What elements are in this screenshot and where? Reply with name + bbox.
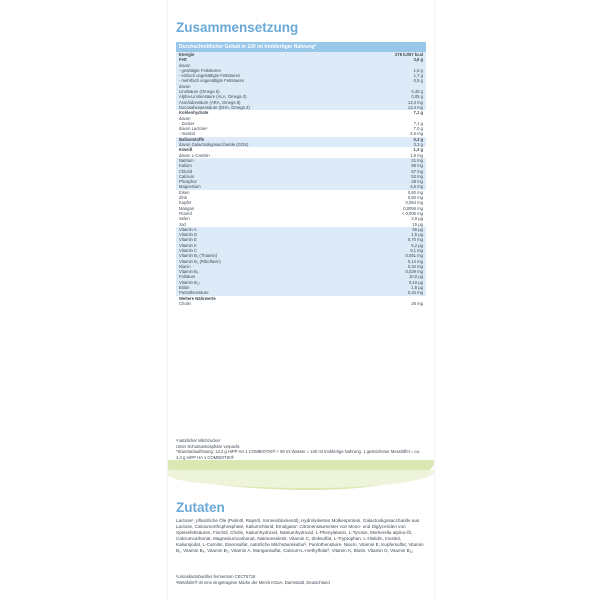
nutrient-name: Vitamin D [179, 232, 198, 238]
nutrient-name: Vitamin A [179, 226, 197, 232]
nutrition-table-header: Durchschnittlicher Gehalt in 100 ml trinkfertiger Nahrung* [176, 42, 426, 52]
nutrient-value: 15 µg [412, 221, 423, 227]
nutrient-name: Alpha-Linolensäure (ALA, Omega 3) [179, 94, 247, 100]
nutrient-name: Calcium [179, 173, 195, 179]
nutrient-value: 7,1 g [413, 120, 423, 126]
nutrient-name: Vitamin B₁₂ [179, 279, 200, 285]
nutrient-name: - einfach ungesättigte Fettsäuren [179, 73, 241, 79]
nutrient-name: - Zucker [179, 120, 195, 126]
nutrient-name: Weitere Nährwerte [179, 295, 216, 301]
nutrient-name: Kupfer [179, 200, 192, 206]
nutrition-row [176, 301, 426, 306]
nutrient-name: Chlorid [179, 168, 193, 174]
nutrient-name: Kohlenhydrate [179, 110, 209, 116]
nutrient-value: 0,3 g [413, 142, 423, 148]
nutrient-name: Folsäure [179, 274, 196, 280]
nutrient-value: 0,34 mg [407, 290, 423, 296]
nutrient-value: 5,2 µg [411, 242, 423, 248]
nutrient-name: Eiweiß [179, 147, 193, 153]
nutrient-name: Kalium [179, 163, 192, 169]
nutrient-value: 3,9 µg [411, 216, 423, 222]
nutrient-name: Vitamin B₁ (Thiamin) [179, 253, 218, 259]
nutrient-value: 85 mg [411, 163, 423, 169]
nutrient-name: Vitamin K [179, 242, 197, 248]
nutrient-name: Selen [179, 216, 190, 222]
nutrient-value: 1,3 g [413, 147, 423, 153]
nutrient-value: 0,051 mg [405, 253, 423, 259]
nutrient-name: Fett [179, 57, 187, 63]
nutrient-value: 1,7 g [413, 73, 423, 79]
nutrient-name: Vitamin B₂ (Riboflavin) [179, 258, 221, 264]
nutrient-value: 7,1 g [413, 110, 423, 116]
nutrient-name: Vitamin B₆ [179, 269, 199, 275]
nutrition-table-body [176, 52, 426, 306]
nutrient-name: davon Lactose¹ [179, 126, 208, 132]
nutrient-name: - gesättigte Fettsäuren [179, 67, 221, 73]
nutrient-name: Mangan [179, 205, 195, 211]
nutrient-value: < 0,005 mg [401, 210, 423, 216]
nutrient-value: 1,5 µg [411, 285, 423, 291]
nutrient-name: Fluorid [179, 210, 192, 216]
note-packaging: Unter Schutzatmosphäre verpackt. [176, 443, 241, 449]
nutrient-name: Energie [179, 52, 195, 57]
nutrient-value: 0,3 g [413, 136, 423, 142]
nutrient-name: Cholin [179, 300, 191, 306]
nutrient-name: davon [179, 62, 191, 68]
decorative-light-green-wave [168, 470, 434, 488]
nutrient-name: davon [179, 83, 191, 89]
nutrient-name: davon Galactooligosaccharide (GOS) [179, 142, 249, 148]
section-title-zutaten: Zutaten [176, 500, 225, 515]
nutrient-value: 13,4 mg [407, 99, 423, 105]
nutrient-value: 0,05 g [411, 94, 423, 100]
nutrition-table [176, 42, 426, 306]
nutrient-value: 0,0056 mg [403, 205, 423, 211]
nutrient-value: 0,70 mg [407, 237, 423, 243]
nutrient-value: 1,5 g [413, 67, 423, 73]
nutrient-name: Magnesium [179, 184, 201, 190]
nutrient-value: 57 mg [411, 168, 423, 174]
nutrient-name: Ballaststoffe [179, 136, 205, 142]
nutrient-value: 13,4 mg [407, 104, 423, 110]
nutrient-value: 0,054 mg [405, 200, 423, 206]
nutrient-name: Jod [179, 221, 186, 227]
nutrient-name: Vitamin E [179, 237, 197, 243]
nutrient-name: Eisen [179, 189, 190, 195]
nutrient-value: 0,34 mg [407, 263, 423, 269]
table-notes [176, 438, 426, 460]
nutrient-value: 55 µg [412, 226, 423, 232]
nutrient-name: davon [179, 115, 191, 121]
nutrient-value: 3,6 g [413, 57, 423, 63]
section-title-zusammensetzung: Zusammensetzung [176, 20, 299, 35]
nutrient-name: Zink [179, 195, 187, 201]
nutrient-value: 4,6 mg [410, 184, 423, 190]
nutrient-value: 28 mg [411, 179, 423, 185]
nutrient-value: 26 mg [411, 300, 423, 306]
nutrient-value: 10,0 µg [408, 274, 423, 280]
nutrient-value: 21 mg [411, 157, 423, 163]
nutrient-value: 0,029 mg [405, 269, 423, 275]
nutrient-name: Phosphor [179, 179, 197, 185]
footnote-trademark: ³Metafolin® ist eine eingetragene Marke der Merck KGaA, Darmstadt, Deutschland [176, 579, 330, 585]
nutrient-value: 0,60 mg [407, 189, 423, 195]
nutrient-value: 0,10 µg [408, 279, 423, 285]
nutrient-name: Niacin [179, 263, 191, 269]
nutrient-name: Linolsäure (Omega 6) [179, 89, 220, 95]
nutrient-name: Arachidonsäure (ARA, Omega 6) [179, 99, 241, 105]
nutrient-name: davon L-Carnitin [179, 152, 210, 158]
nutrient-name: Vitamin C [179, 247, 198, 253]
nutrient-value: 0,14 mg [407, 258, 423, 264]
nutrient-name: - mehrfach ungesättigte Fettsäuren [179, 78, 245, 84]
nutrient-value: 52 mg [411, 173, 423, 179]
nutrient-value: 7,0 g [413, 126, 423, 132]
nutrient-name: Pantothensäure [179, 290, 209, 296]
nutrient-value: 0,60 mg [407, 195, 423, 201]
note-standard-solution: *Standardauflösung: 13,2 g HiPP HA 1 COMBIOTIK® + 90 ml Wasser = 100 ml trinkfertige Nahrung. 1 gestrichener Messlöffel = ca. 4,4 g HiPP HA 1 COMBIOTIK® [176, 449, 426, 460]
note-milk-sugar: ¹natürlicher Milchzucker [176, 438, 221, 443]
nutrient-name: Docosahexaensäure (DHA, Omega 3) [179, 104, 250, 110]
ingredient-footnotes [176, 574, 426, 585]
nutrient-name: - Inositol [179, 131, 195, 137]
nutrient-value: 4,5 mg [410, 131, 423, 137]
nutrient-value: 9,1 mg [410, 247, 423, 253]
nutrient-value: 1,5 µg [411, 232, 423, 238]
nutrient-name: Biotin [179, 285, 190, 291]
nutrient-name: Natrium [179, 157, 194, 163]
nutrient-value: 0,5 g [413, 78, 423, 84]
nutrient-value: 1,8 mg [410, 152, 423, 158]
nutrient-value: 0,40 g [411, 89, 423, 95]
ingredients-text: Lactose¹, pflanzliche Öle (Palmöl, Rapsöl, Sonnenblumenöl), Hydrolysiertes Molkenprotein, Galactooligosaccharide aus Lactose, Calciumorthophosphate, Kaliumchlorid, Emulgator: Citronensäureester von Mono- und Diglyceriden von Speisefettsäuren, Fischöl, Cholin, Kaliumhydroxid, Natriumhydroxid, L-Phenylalanin, L-Tyrosin, Mortierella alpina-Öl, Calciumcarbonat, Magnesiumcarbonat, Natriumselenit, Vitamin C, Zinksulfat, L-Tryptophan, L-Histidin, Inositol, Kaliumjodat, L-Carnitin, Eisensulfat, natürliche Milchsäurekultur², Pantothensäure, Niacin, Vitamin E, Kupfersulfat, Vitamin B₁, Vitamin B₆, Vitamin B₂, Vitamin A, Mangansulfat, Calcium-L-methylfolat³, Vitamin K, Biotin, Vitamin D, Vitamin B₁₂ [176, 518, 424, 553]
product-info-panel [168, 0, 434, 600]
nutrient-value: 278 kJ/67 kcal [395, 52, 423, 57]
footnote-culture: ²Limosilactobacillus fermentum CECT5716 [176, 574, 256, 579]
